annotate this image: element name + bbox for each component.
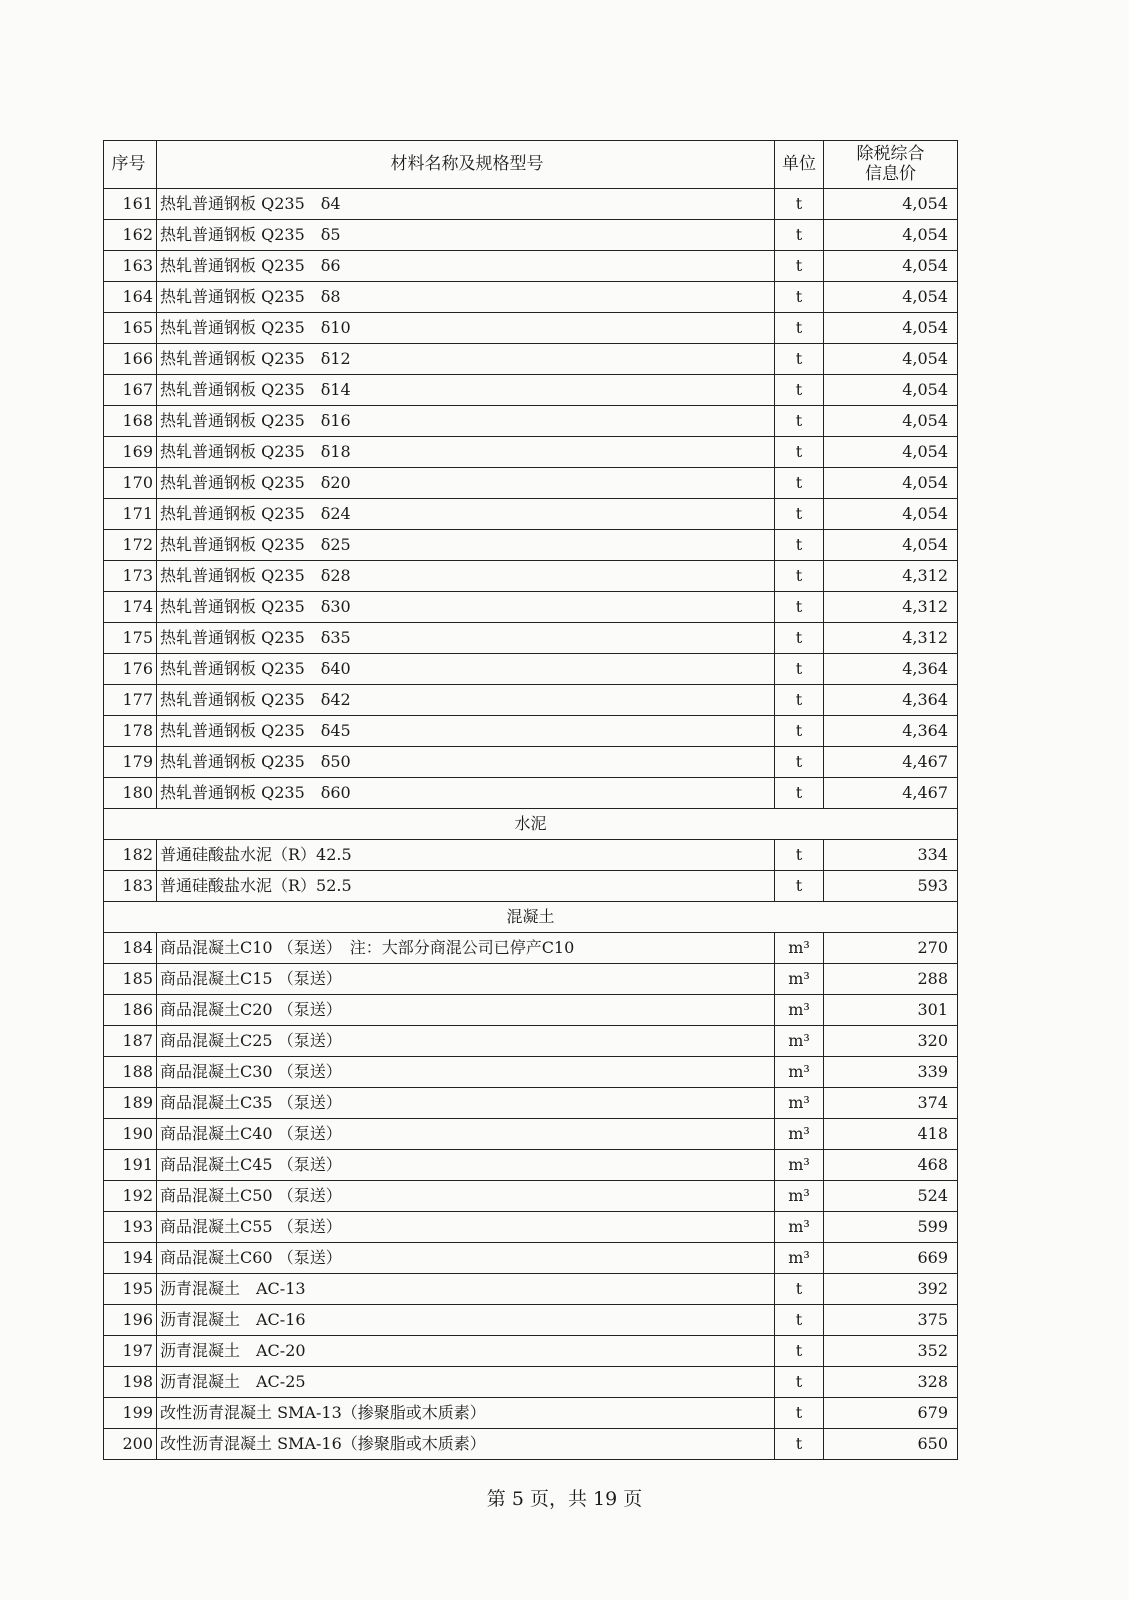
material-name: 商品混凝土C35 （泵送） <box>157 1088 775 1119</box>
price-table <box>103 140 958 1460</box>
table-row <box>104 1150 958 1181</box>
unit-cell: t <box>775 437 824 468</box>
price-cell: 4,054 <box>824 437 958 468</box>
material-name: 热轧普通钢板 Q235 δ16 <box>157 406 775 437</box>
material-name: 热轧普通钢板 Q235 δ30 <box>157 592 775 623</box>
table-row <box>104 251 958 282</box>
price-cell: 4,054 <box>824 530 958 561</box>
unit-cell: t <box>775 623 824 654</box>
table-row <box>104 654 958 685</box>
unit-cell: t <box>775 220 824 251</box>
unit-cell: m³ <box>775 1150 824 1181</box>
table-row <box>104 282 958 313</box>
row-number: 171 <box>104 499 157 530</box>
table-row <box>104 561 958 592</box>
section-row <box>104 809 958 840</box>
row-number: 184 <box>104 933 157 964</box>
unit-cell: t <box>775 530 824 561</box>
material-name: 热轧普通钢板 Q235 δ28 <box>157 561 775 592</box>
material-name: 商品混凝土C50 （泵送） <box>157 1181 775 1212</box>
row-number: 198 <box>104 1367 157 1398</box>
row-number: 166 <box>104 344 157 375</box>
unit-cell: t <box>775 1429 824 1460</box>
table-row <box>104 1243 958 1274</box>
table-row <box>104 406 958 437</box>
price-cell: 374 <box>824 1088 958 1119</box>
material-name: 热轧普通钢板 Q235 δ25 <box>157 530 775 561</box>
row-number: 194 <box>104 1243 157 1274</box>
price-cell: 334 <box>824 840 958 871</box>
row-number: 190 <box>104 1119 157 1150</box>
row-number: 179 <box>104 747 157 778</box>
price-cell: 669 <box>824 1243 958 1274</box>
price-cell: 524 <box>824 1181 958 1212</box>
row-number: 174 <box>104 592 157 623</box>
unit-cell: t <box>775 1305 824 1336</box>
table-row <box>104 747 958 778</box>
unit-cell: m³ <box>775 1088 824 1119</box>
price-cell: 270 <box>824 933 958 964</box>
price-cell: 392 <box>824 1274 958 1305</box>
price-cell: 650 <box>824 1429 958 1460</box>
material-name: 热轧普通钢板 Q235 δ12 <box>157 344 775 375</box>
header-no: 序号 <box>104 141 157 189</box>
price-cell: 4,054 <box>824 251 958 282</box>
table-row <box>104 840 958 871</box>
unit-cell: t <box>775 871 824 902</box>
row-number: 191 <box>104 1150 157 1181</box>
row-number: 168 <box>104 406 157 437</box>
row-number: 193 <box>104 1212 157 1243</box>
price-cell: 4,054 <box>824 375 958 406</box>
price-cell: 4,364 <box>824 685 958 716</box>
unit-cell: t <box>775 499 824 530</box>
row-number: 176 <box>104 654 157 685</box>
row-number: 162 <box>104 220 157 251</box>
table-row <box>104 220 958 251</box>
row-number: 192 <box>104 1181 157 1212</box>
price-cell: 4,054 <box>824 406 958 437</box>
row-number: 197 <box>104 1336 157 1367</box>
price-cell: 4,312 <box>824 592 958 623</box>
table-row <box>104 716 958 747</box>
header-price-line2: 信息价 <box>865 163 916 184</box>
unit-cell: t <box>775 778 824 809</box>
row-number: 178 <box>104 716 157 747</box>
table-row <box>104 1398 958 1429</box>
row-number: 165 <box>104 313 157 344</box>
material-name: 沥青混凝土 AC-13 <box>157 1274 775 1305</box>
unit-cell: t <box>775 406 824 437</box>
table-row <box>104 933 958 964</box>
row-number: 200 <box>104 1429 157 1460</box>
unit-cell: t <box>775 1367 824 1398</box>
row-number: 163 <box>104 251 157 282</box>
unit-cell: t <box>775 1274 824 1305</box>
row-number: 175 <box>104 623 157 654</box>
header-unit: 单位 <box>775 141 824 189</box>
price-cell: 339 <box>824 1057 958 1088</box>
price-cell: 4,054 <box>824 282 958 313</box>
table-row <box>104 375 958 406</box>
page-footer: 第 5 页，共 19 页 <box>486 1488 643 1510</box>
table-row <box>104 1429 958 1460</box>
material-name: 热轧普通钢板 Q235 δ14 <box>157 375 775 406</box>
material-name: 改性沥青混凝土 SMA-13（掺聚脂或木质素） <box>157 1398 775 1429</box>
table-row <box>104 1026 958 1057</box>
table-row <box>104 1057 958 1088</box>
header-price-line1: 除税综合 <box>856 143 925 164</box>
row-number: 172 <box>104 530 157 561</box>
table-row <box>104 685 958 716</box>
row-number: 199 <box>104 1398 157 1429</box>
row-number: 170 <box>104 468 157 499</box>
section-label: 水泥 <box>104 809 958 840</box>
table-row <box>104 1181 958 1212</box>
row-number: 185 <box>104 964 157 995</box>
price-cell: 4,364 <box>824 654 958 685</box>
material-name: 热轧普通钢板 Q235 δ18 <box>157 437 775 468</box>
unit-cell: t <box>775 685 824 716</box>
unit-cell: t <box>775 1336 824 1367</box>
row-number: 189 <box>104 1088 157 1119</box>
material-name: 热轧普通钢板 Q235 δ6 <box>157 251 775 282</box>
table-row <box>104 1274 958 1305</box>
material-name: 普通硅酸盐水泥（R）42.5 <box>157 840 775 871</box>
price-cell: 4,312 <box>824 623 958 654</box>
material-name: 热轧普通钢板 Q235 δ40 <box>157 654 775 685</box>
row-number: 188 <box>104 1057 157 1088</box>
unit-cell: m³ <box>775 1181 824 1212</box>
table-row <box>104 1305 958 1336</box>
table-row <box>104 623 958 654</box>
unit-cell: t <box>775 561 824 592</box>
material-name: 热轧普通钢板 Q235 δ10 <box>157 313 775 344</box>
table-row <box>104 995 958 1026</box>
table-row <box>104 437 958 468</box>
material-name: 商品混凝土C45 （泵送） <box>157 1150 775 1181</box>
table-row <box>104 499 958 530</box>
unit-cell: t <box>775 747 824 778</box>
table-row <box>104 871 958 902</box>
section-row <box>104 902 958 933</box>
price-cell: 4,054 <box>824 313 958 344</box>
unit-cell: t <box>775 468 824 499</box>
table-row <box>104 592 958 623</box>
table-row <box>104 189 958 220</box>
material-name: 沥青混凝土 AC-16 <box>157 1305 775 1336</box>
unit-cell: t <box>775 592 824 623</box>
unit-cell: t <box>775 344 824 375</box>
row-number: 186 <box>104 995 157 1026</box>
unit-cell: t <box>775 189 824 220</box>
unit-cell: m³ <box>775 995 824 1026</box>
price-cell: 4,054 <box>824 344 958 375</box>
unit-cell: t <box>775 1398 824 1429</box>
unit-cell: m³ <box>775 1119 824 1150</box>
material-name: 改性沥青混凝土 SMA-16（掺聚脂或木质素） <box>157 1429 775 1460</box>
material-name: 商品混凝土C30 （泵送） <box>157 1057 775 1088</box>
unit-cell: t <box>775 375 824 406</box>
material-name: 热轧普通钢板 Q235 δ24 <box>157 499 775 530</box>
price-cell: 328 <box>824 1367 958 1398</box>
row-number: 177 <box>104 685 157 716</box>
price-cell: 375 <box>824 1305 958 1336</box>
price-cell: 4,364 <box>824 716 958 747</box>
row-number: 182 <box>104 840 157 871</box>
material-name: 商品混凝土C15 （泵送） <box>157 964 775 995</box>
material-name: 商品混凝土C10 （泵送） 注：大部分商混公司已停产C10 <box>157 933 775 964</box>
material-name: 热轧普通钢板 Q235 δ4 <box>157 189 775 220</box>
material-name: 热轧普通钢板 Q235 δ45 <box>157 716 775 747</box>
unit-cell: m³ <box>775 964 824 995</box>
material-name: 热轧普通钢板 Q235 δ60 <box>157 778 775 809</box>
price-cell: 4,054 <box>824 499 958 530</box>
unit-cell: m³ <box>775 1243 824 1274</box>
table-row <box>104 964 958 995</box>
material-name: 普通硅酸盐水泥（R）52.5 <box>157 871 775 902</box>
table-row <box>104 1119 958 1150</box>
price-cell: 288 <box>824 964 958 995</box>
material-name: 商品混凝土C55 （泵送） <box>157 1212 775 1243</box>
material-name: 热轧普通钢板 Q235 δ42 <box>157 685 775 716</box>
unit-cell: t <box>775 654 824 685</box>
price-cell: 593 <box>824 871 958 902</box>
row-number: 187 <box>104 1026 157 1057</box>
table-row <box>104 530 958 561</box>
material-name: 商品混凝土C40 （泵送） <box>157 1119 775 1150</box>
unit-cell: m³ <box>775 1212 824 1243</box>
price-cell: 418 <box>824 1119 958 1150</box>
material-name: 热轧普通钢板 Q235 δ35 <box>157 623 775 654</box>
price-cell: 301 <box>824 995 958 1026</box>
price-cell: 4,054 <box>824 189 958 220</box>
table-row <box>104 1212 958 1243</box>
material-name: 热轧普通钢板 Q235 δ50 <box>157 747 775 778</box>
unit-cell: t <box>775 716 824 747</box>
material-name: 沥青混凝土 AC-25 <box>157 1367 775 1398</box>
row-number: 161 <box>104 189 157 220</box>
table-row <box>104 1088 958 1119</box>
row-number: 164 <box>104 282 157 313</box>
material-name: 热轧普通钢板 Q235 δ8 <box>157 282 775 313</box>
table-row <box>104 313 958 344</box>
table-row <box>104 1336 958 1367</box>
table-row <box>104 778 958 809</box>
unit-cell: t <box>775 282 824 313</box>
header-name: 材料名称及规格型号 <box>157 141 775 189</box>
unit-cell: m³ <box>775 1057 824 1088</box>
material-name: 商品混凝土C60 （泵送） <box>157 1243 775 1274</box>
unit-cell: m³ <box>775 1026 824 1057</box>
price-cell: 4,467 <box>824 747 958 778</box>
header-price <box>824 141 958 189</box>
unit-cell: m³ <box>775 933 824 964</box>
material-name: 商品混凝土C20 （泵送） <box>157 995 775 1026</box>
price-cell: 352 <box>824 1336 958 1367</box>
row-number: 167 <box>104 375 157 406</box>
price-cell: 4,054 <box>824 468 958 499</box>
row-number: 196 <box>104 1305 157 1336</box>
table-row <box>104 468 958 499</box>
unit-cell: t <box>775 251 824 282</box>
price-cell: 679 <box>824 1398 958 1429</box>
section-label: 混凝土 <box>104 902 958 933</box>
row-number: 180 <box>104 778 157 809</box>
row-number: 195 <box>104 1274 157 1305</box>
price-cell: 468 <box>824 1150 958 1181</box>
table-body <box>104 189 958 1460</box>
material-name: 热轧普通钢板 Q235 δ5 <box>157 220 775 251</box>
price-cell: 320 <box>824 1026 958 1057</box>
price-cell: 4,467 <box>824 778 958 809</box>
row-number: 183 <box>104 871 157 902</box>
material-name: 沥青混凝土 AC-20 <box>157 1336 775 1367</box>
price-cell: 599 <box>824 1212 958 1243</box>
unit-cell: t <box>775 313 824 344</box>
price-cell: 4,054 <box>824 220 958 251</box>
table-row <box>104 1367 958 1398</box>
material-name: 商品混凝土C25 （泵送） <box>157 1026 775 1057</box>
material-name: 热轧普通钢板 Q235 δ20 <box>157 468 775 499</box>
unit-cell: t <box>775 840 824 871</box>
row-number: 173 <box>104 561 157 592</box>
table-row <box>104 344 958 375</box>
header-row <box>104 141 958 189</box>
price-cell: 4,312 <box>824 561 958 592</box>
row-number: 169 <box>104 437 157 468</box>
